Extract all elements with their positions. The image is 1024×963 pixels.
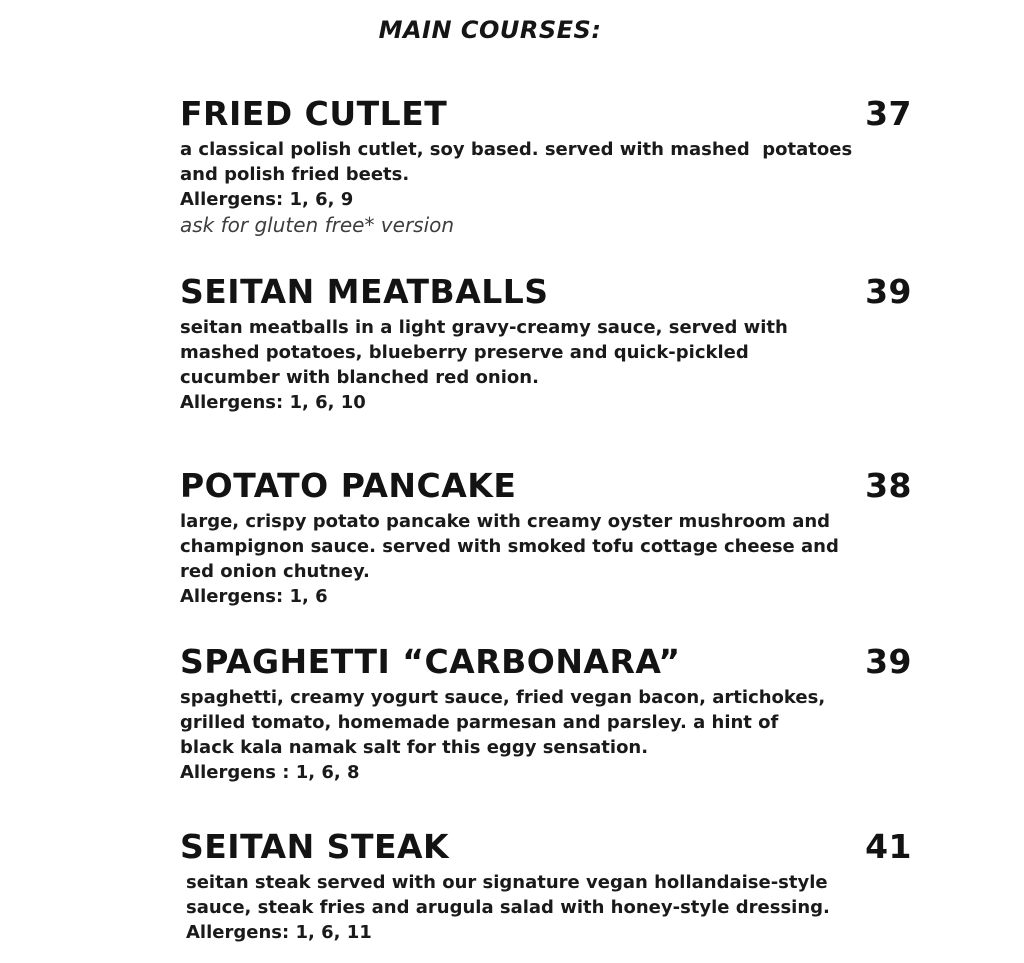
dish-name: SEITAN MEATBALLS [180,272,549,311]
dish-details [180,137,912,239]
menu-item-spaghetti-carbonara [180,643,912,785]
allergens-text: Allergens: 1, 6, 10 [180,392,366,413]
dish-description-line: and polish fried beets. [180,164,410,185]
allergens-text: Allergens: 1, 6, 9 [180,189,354,210]
menu-item-potato-pancake [180,467,912,609]
dish-price: 39 [865,272,912,311]
dish-description-line: seitan steak served with our signature vegan hollandaise-style [186,872,828,893]
dish-price: 39 [865,642,912,681]
menu-item-seitan-meatballs [180,273,912,415]
dish-price: 38 [865,466,912,505]
dish-header [180,95,912,133]
dish-description-line: red onion chutney. [180,561,370,582]
menu-item-fried-cutlet [180,95,912,239]
dish-description-line: large, crispy potato pancake with creamy oyster mushroom and [180,511,831,532]
dish-details [180,509,912,609]
menu-list [180,95,912,945]
dish-details [180,685,912,785]
dish-name: FRIED CUTLET [180,94,448,133]
dish-description-line: mashed potatoes, blueberry preserve and quick-pickled [180,342,749,363]
dish-name: SPAGHETTI “CARBONARA” [180,642,681,681]
dish-header [180,643,912,681]
dish-price: 41 [865,827,912,866]
gluten-free-note: ask for gluten free* version [180,213,455,237]
dish-header [180,273,912,311]
dish-price: 37 [865,94,912,133]
dish-description-line: cucumber with blanched red onion. [180,367,539,388]
dish-description-line: spaghetti, creamy yogurt sauce, fried vegan bacon, artichokes, [180,687,826,708]
dish-details [180,870,912,945]
dish-description-line: black kala namak salt for this eggy sensation. [180,737,649,758]
dish-name: POTATO PANCAKE [180,466,517,505]
dish-name: SEITAN STEAK [180,827,450,866]
dish-header [180,467,912,505]
menu-section-title: MAIN COURSES: [378,16,602,44]
allergens-text: Allergens: 1, 6 [180,586,328,607]
dish-details [180,315,912,415]
dish-description-line: sauce, steak fries and arugula salad with honey-style dressing. [186,897,830,918]
dish-header [180,828,912,866]
menu-item-seitan-steak [180,828,912,945]
dish-description-line: seitan meatballs in a light gravy-creamy sauce, served with [180,317,788,338]
allergens-text: Allergens: 1, 6, 11 [186,922,372,943]
dish-description-line: champignon sauce. served with smoked tofu cottage cheese and [180,536,839,557]
dish-description-line: grilled tomato, homemade parmesan and parsley. a hint of [180,712,779,733]
allergens-text: Allergens : 1, 6, 8 [180,762,360,783]
dish-description-line: a classical polish cutlet, soy based. served with mashed potatoes [180,139,853,160]
